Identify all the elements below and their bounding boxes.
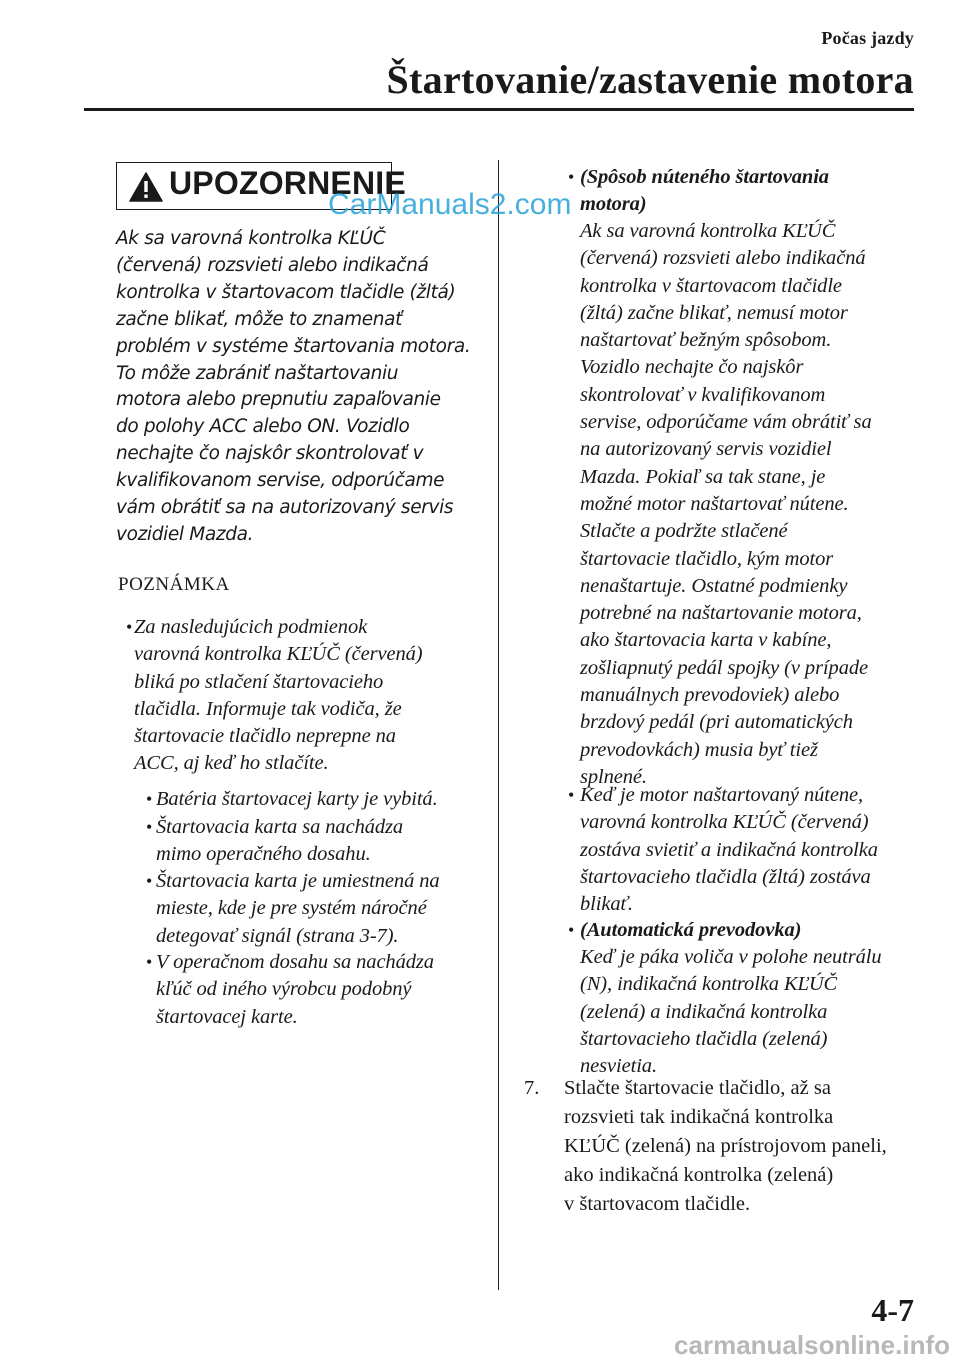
warning-text-line: vám obrátiť sa na autorizovaný servis (116, 497, 454, 519)
text-line: (Automatická prevodovka) (580, 919, 802, 941)
text-line: skontrolovať v kvalifikovanom (580, 383, 826, 406)
text-line: mimo operačného dosahu. (156, 843, 371, 866)
text-line: (Spôsob núteného štartovania (580, 166, 829, 188)
text-line: potrebné na naštartovanie motora, (580, 602, 862, 625)
text-line: Štartovacia karta sa nachádza (156, 816, 404, 838)
text-line: Za nasledujúcich podmienok (134, 616, 368, 638)
text-line: motora) (580, 193, 647, 216)
text-line: (N), indikačná kontrolka KĽÚČ (580, 973, 838, 996)
column-divider (498, 160, 499, 1290)
text-line: zostáva svietiť a indikačná kontrolka (580, 838, 878, 861)
step-text (564, 1074, 887, 1219)
page-title: Štartovanie/zastavenie motora (386, 57, 914, 102)
warning-text (116, 226, 481, 549)
text-line: ACC, aj keď ho stlačíte. (134, 752, 329, 775)
header-rule (84, 108, 914, 111)
warning-text-line: do polohy ACC alebo ON. Vozidlo (116, 416, 410, 438)
text-line: servise, odporúčame vám obrátiť sa (580, 411, 872, 434)
text-line: V operačnom dosahu sa nachádza (156, 951, 434, 973)
text-line: bliká po stlačení štartovacieho (134, 670, 384, 693)
footer-watermark[interactable]: carmanualsonline.info (674, 1330, 950, 1360)
section-label: Počas jazdy (821, 28, 914, 48)
watermark-link[interactable]: CarManuals2.com (328, 188, 572, 221)
page-number: 4-7 (871, 1292, 914, 1328)
text-line: štartovacie tlačidlo, kým motor (580, 547, 834, 570)
text-line: manuálnych prevodoviek) alebo (580, 684, 840, 707)
text-line: nenaštartuje. Ostatné podmienky (580, 574, 848, 597)
text-line: tlačidla. Informuje tak vodiča, že (134, 697, 402, 720)
note-subitem-4 (156, 949, 434, 1031)
text-line: možné motor naštartovať nútene. (580, 492, 849, 515)
warning-triangle-icon (129, 172, 163, 202)
warning-text-line: (červená) rozsvieti alebo indikačná (116, 254, 429, 276)
text-line: štartovacej karte. (156, 1005, 298, 1028)
bullet-marker: • (146, 817, 153, 837)
bullet-marker: • (126, 617, 133, 637)
warning-text-line: motora alebo prepnutiu zapaľovanie (116, 389, 441, 411)
text-line: mieste, kde je pre systém náročné (156, 897, 427, 920)
note-subitem-3 (156, 868, 440, 950)
text-line: v štartovacom tlačidle. (564, 1193, 751, 1215)
text-line: Batéria štartovacej karty je vybitá. (156, 788, 438, 810)
text-line: detegovať signál (strana 3-7). (156, 924, 399, 947)
text-line: Keď je páka voliča v polohe neutrálu (580, 946, 882, 968)
text-line: ako štartovacia karta v kabíne, (580, 629, 832, 652)
text-line: Ak sa varovná kontrolka KĽÚČ (580, 220, 836, 242)
text-line: blikať. (580, 893, 633, 916)
note-heading: POZNÁMKA (118, 574, 230, 595)
warning-label: UPOZORNENIE (169, 165, 406, 201)
text-line: štartovacie tlačidlo neprepne na (134, 725, 396, 748)
bullet-marker: • (568, 167, 575, 187)
warning-text-line: kontrolka v štartovacom tlačidle (žltá) (116, 281, 456, 303)
text-line: prevodovkách) musia byť tiež (580, 738, 818, 761)
text-line: Stlačte štartovacie tlačidlo, až sa (564, 1077, 831, 1099)
warning-text-line: nechajte čo najskôr skontrolovať v (116, 443, 424, 465)
text-line: Keď je motor naštartovaný nútene, (580, 784, 864, 806)
note-subitem-2 (156, 814, 403, 869)
text-line: rozsvieti tak indikačná kontrolka (564, 1106, 834, 1128)
text-line: Mazda. Pokiaľ sa tak stane, je (580, 465, 826, 488)
bullet-marker: • (146, 952, 153, 972)
bullet-marker: • (146, 789, 153, 809)
warning-text-line: Ak sa varovná kontrolka KĽÚČ (116, 228, 386, 249)
text-line: (červená) rozsvieti alebo indikačná (580, 247, 866, 270)
forced-start-status (580, 782, 878, 918)
text-line: KĽÚČ (zelená) na prístrojovom paneli, (564, 1135, 887, 1157)
text-line: ako indikačná kontrolka (zelená) (564, 1164, 834, 1186)
forced-start-body (580, 218, 872, 791)
text-line: Štartovacia karta je umiestnená na (156, 870, 440, 892)
note-item-1 (134, 614, 422, 778)
text-line: na autorizovaný servis vozidiel (580, 438, 832, 461)
text-line: Vozidlo nechajte čo najskôr (580, 356, 804, 379)
text-line: kľúč od iného výrobcu podobný (156, 978, 412, 1001)
text-line: Stlačte a podržte stlačené (580, 520, 788, 543)
warning-text-line: začne blikať, môže to znamenať (116, 308, 403, 330)
text-line: kontrolka v štartovacom tlačidle (580, 274, 842, 297)
note-subitem-1 (156, 786, 438, 813)
text-line: štartovacieho tlačidla (zelená) (580, 1027, 828, 1050)
bullet-marker: • (146, 871, 153, 891)
warning-text-line: To môže zabrániť naštartovaniu (116, 362, 399, 384)
text-line: splnené. (580, 765, 647, 788)
bullet-marker: • (568, 785, 575, 805)
text-line: brzdový pedál (pri automatických (580, 711, 853, 734)
warning-text-line: vozidiel Mazda. (116, 523, 254, 545)
text-line: varovná kontrolka KĽÚČ (červená) (580, 811, 869, 834)
text-line: nesvietia. (580, 1055, 657, 1078)
text-line: (zelená) a indikačná kontrolka (580, 1000, 828, 1023)
bullet-marker: • (568, 920, 575, 940)
text-line: štartovacieho tlačidla (žltá) zostáva (580, 865, 871, 888)
text-line: naštartovať bežným spôsobom. (580, 329, 832, 352)
text-line: (žltá) začne blikať, nemusí motor (580, 301, 848, 324)
forced-start-title (580, 164, 829, 219)
text-line: varovná kontrolka KĽÚČ (červená) (134, 643, 423, 666)
step-number: 7. (524, 1077, 540, 1099)
warning-text-line: kvalifikovanom servise, odporúčame (116, 470, 445, 492)
automatic-transmission-title (580, 917, 801, 944)
text-line: zošliapnutý pedál spojky (v prípade (580, 656, 869, 679)
automatic-transmission-body (580, 944, 882, 1080)
warning-text-line: problém v systéme štartovania motora. (116, 335, 471, 357)
